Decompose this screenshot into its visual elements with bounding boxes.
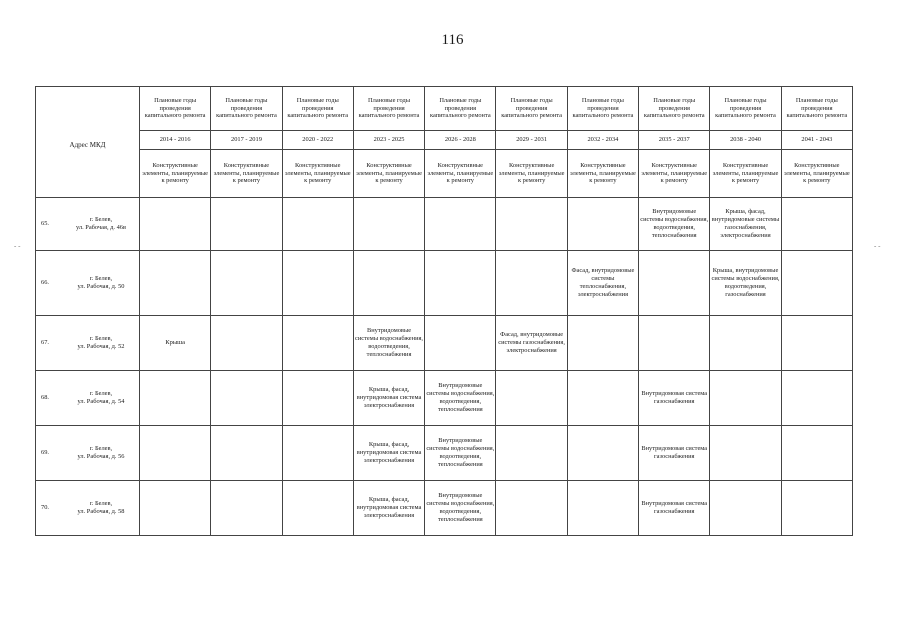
repair-elements-cell [211,371,282,426]
repair-elements-cell [282,426,353,481]
repair-elements-cell: Крыша, фасад, внутридомовая система электроснабжения [353,371,424,426]
address-text: г. Белев, ул. Рабочая, д. 52 [77,335,125,350]
repair-elements-cell [140,371,211,426]
repair-plan-table [35,86,853,536]
repair-elements-cell [781,371,852,426]
repair-elements-cell: Крыша, фасад, внутридомовая система электроснабжения [353,426,424,481]
row-number: 70. [41,504,49,512]
elements-label-cell: Конструктивные элементы, планируемые к ремонту [282,150,353,198]
repair-elements-cell [140,481,211,536]
period-label-cell: Плановые годы проведения капитального ремонта [567,87,638,131]
address-text: г. Белев, ул. Рабочая, д. 46в [75,216,126,231]
repair-elements-cell [282,251,353,316]
address-cell [36,426,140,481]
table-row [36,371,853,426]
address-cell [36,481,140,536]
repair-elements-cell [211,251,282,316]
period-label-cell: Плановые годы проведения капитального ремонта [211,87,282,131]
elements-label-cell: Конструктивные элементы, планируемые к ремонту [211,150,282,198]
repair-elements-cell: Крыша, фасад, внутридомовая система электроснабжения [353,481,424,536]
table-row [36,251,853,316]
period-label-cell: Плановые годы проведения капитального ремонта [639,87,710,131]
repair-elements-cell: Внутридомовые системы водоснабжения, водоотведения, теплоснабжения [425,481,496,536]
repair-elements-cell [567,481,638,536]
repair-elements-cell [781,198,852,251]
repair-elements-cell [496,198,567,251]
period-label-cell: Плановые годы проведения капитального ремонта [282,87,353,131]
repair-elements-cell [567,426,638,481]
repair-elements-cell [710,371,781,426]
repair-elements-cell [211,316,282,371]
period-label-cell: Плановые годы проведения капитального ремонта [425,87,496,131]
address-cell [36,316,140,371]
repair-elements-cell: Внутридомовые системы водоснабжения, водоотведения, теплоснабжения [425,426,496,481]
period-label-cell: Плановые годы проведения капитального ремонта [353,87,424,131]
repair-elements-cell [282,371,353,426]
period-years-cell: 2020 - 2022 [282,131,353,150]
address-text: г. Белев, ул. Рабочая, д. 54 [77,390,125,405]
repair-elements-cell [496,251,567,316]
repair-elements-cell [425,251,496,316]
repair-elements-cell [353,198,424,251]
period-years-cell: 2029 - 2031 [496,131,567,150]
repair-elements-cell [710,481,781,536]
repair-elements-cell [496,426,567,481]
repair-elements-cell [781,316,852,371]
repair-elements-cell [282,316,353,371]
repair-elements-cell [211,426,282,481]
repair-elements-cell [710,316,781,371]
repair-elements-cell: Крыша, внутридомовые системы водоснабжения, водоотведения, газоснабжения [710,251,781,316]
elements-label-cell: Конструктивные элементы, планируемые к ремонту [496,150,567,198]
address-header: Адрес МКД [36,87,140,198]
elements-label-cell: Конструктивные элементы, планируемые к ремонту [781,150,852,198]
repair-elements-cell [496,481,567,536]
repair-elements-cell [282,198,353,251]
repair-elements-cell [140,198,211,251]
repair-elements-cell [211,198,282,251]
period-label-cell: Плановые годы проведения капитального ремонта [140,87,211,131]
repair-elements-cell [781,426,852,481]
row-number: 65. [41,220,49,228]
repair-elements-cell [567,198,638,251]
address-cell [36,198,140,251]
repair-elements-cell: Внутридомовые системы водоснабжения, водоотведения, теплоснабжения [639,198,710,251]
elements-label-cell: Конструктивные элементы, планируемые к ремонту [140,150,211,198]
period-years-cell: 2041 - 2043 [781,131,852,150]
period-label-cell: Плановые годы проведения капитального ремонта [496,87,567,131]
repair-elements-cell: Внутридомовая система газоснабжения [639,426,710,481]
period-years-cell: 2038 - 2040 [710,131,781,150]
row-number: 68. [41,394,49,402]
period-years-cell: 2014 - 2016 [140,131,211,150]
margin-mark-right: - - [874,242,881,250]
repair-elements-cell: Крыша [140,316,211,371]
elements-label-cell: Конструктивные элементы, планируемые к ремонту [567,150,638,198]
period-years-cell: 2017 - 2019 [211,131,282,150]
repair-elements-cell [781,251,852,316]
period-label-cell: Плановые годы проведения капитального ремонта [781,87,852,131]
repair-elements-cell [425,198,496,251]
table-row [36,316,853,371]
repair-elements-cell [639,316,710,371]
repair-elements-cell [567,316,638,371]
margin-mark-left: - - [14,242,21,250]
repair-elements-cell [496,371,567,426]
table-row [36,198,853,251]
period-years-cell: 2035 - 2037 [639,131,710,150]
period-years-cell: 2023 - 2025 [353,131,424,150]
address-cell [36,371,140,426]
address-text: г. Белев, ул. Рабочая, д. 58 [77,500,125,515]
repair-elements-cell [140,426,211,481]
repair-elements-cell: Крыша, фасад, внутридомовые системы газоснабжения, электроснабжения [710,198,781,251]
address-cell [36,251,140,316]
row-number: 67. [41,339,49,347]
repair-elements-cell [781,481,852,536]
repair-elements-cell: Фасад, внутридомовые системы теплоснабжения, электроснабжения [567,251,638,316]
elements-label-cell: Конструктивные элементы, планируемые к ремонту [639,150,710,198]
repair-elements-cell: Внутридомовые системы водоснабжения, водоотведения, теплоснабжения [353,316,424,371]
repair-elements-cell: Внутридомовая система газоснабжения [639,481,710,536]
repair-elements-cell [211,481,282,536]
elements-label-cell: Конструктивные элементы, планируемые к ремонту [353,150,424,198]
table-row [36,481,853,536]
period-label-cell: Плановые годы проведения капитального ремонта [710,87,781,131]
page-number: 116 [441,32,464,48]
repair-elements-cell [282,481,353,536]
row-number: 69. [41,449,49,457]
repair-elements-cell [140,251,211,316]
repair-elements-cell [567,371,638,426]
table-row [36,426,853,481]
repair-elements-cell [710,426,781,481]
elements-label-cell: Конструктивные элементы, планируемые к ремонту [710,150,781,198]
period-years-cell: 2032 - 2034 [567,131,638,150]
repair-elements-cell: Фасад, внутридомовые системы газоснабжения, электроснабжения [496,316,567,371]
row-number: 66. [41,279,49,287]
address-text: г. Белев, ул. Рабочая, д. 56 [77,445,125,460]
repair-elements-cell [353,251,424,316]
repair-elements-cell: Внутридомовая система газоснабжения [639,371,710,426]
period-years-cell: 2026 - 2028 [425,131,496,150]
repair-elements-cell [639,251,710,316]
repair-elements-cell: Внутридомовые системы водоснабжения, водоотведения, теплоснабжения [425,371,496,426]
address-text: г. Белев, ул. Рабочая, д. 50 [77,275,125,290]
elements-label-cell: Конструктивные элементы, планируемые к ремонту [425,150,496,198]
repair-elements-cell [425,316,496,371]
